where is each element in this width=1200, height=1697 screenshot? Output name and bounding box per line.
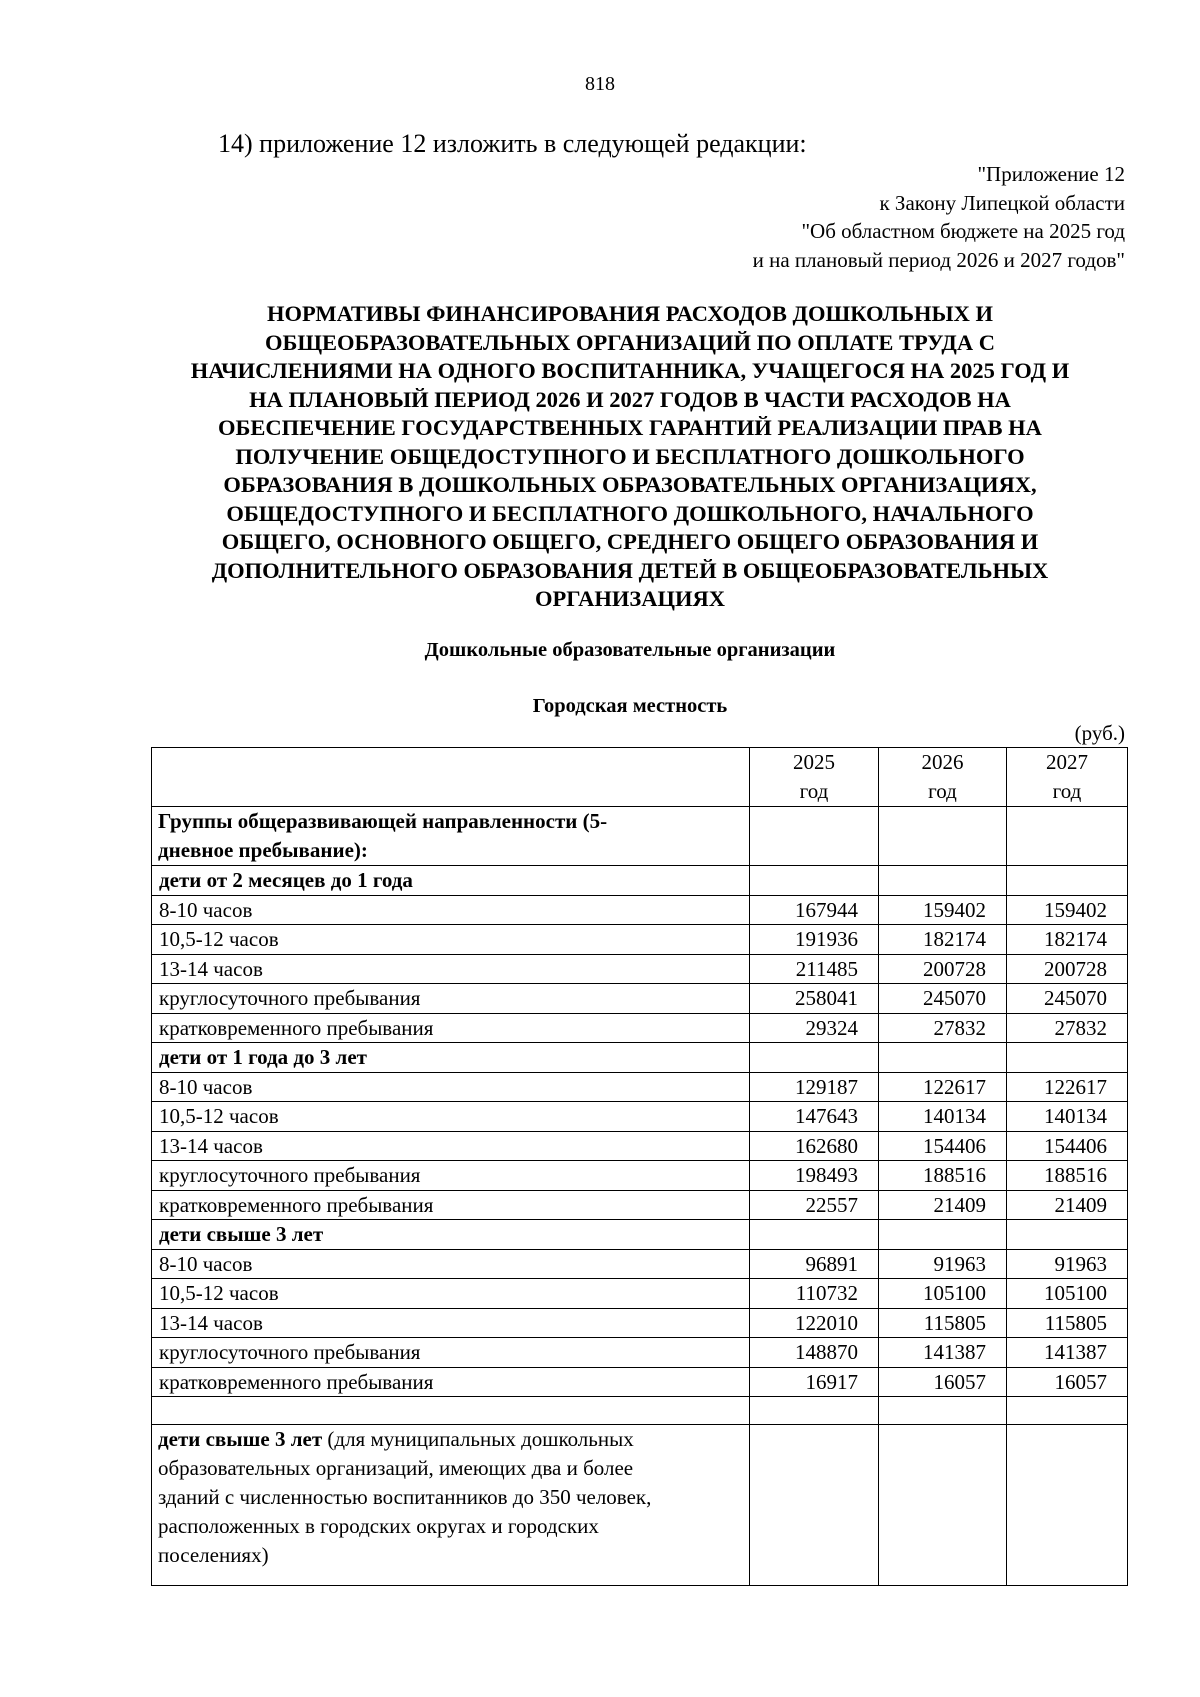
table-row [152,1102,1128,1132]
value-2026: 141387 [879,1338,1007,1368]
table-row [152,1367,1128,1397]
value-2026: 122617 [879,1072,1007,1102]
value-2025: 22557 [750,1190,879,1220]
document-title-line: ОБЩЕГО, ОСНОВНОГО ОБЩЕГО, СРЕДНЕГО ОБЩЕГО ОБРАЗОВАНИЯ И [221,529,1039,554]
empty-row [152,1397,1128,1425]
value-2026: 105100 [879,1279,1007,1309]
value-2025: 147643 [750,1102,879,1132]
empty-cell [750,807,879,866]
empty-cell [152,1397,750,1425]
row-label: 13-14 часов [152,1131,750,1161]
value-2027: 115805 [1007,1308,1128,1338]
row-label: 10,5-12 часов [152,1279,750,1309]
table-row [152,895,1128,925]
value-2025: 129187 [750,1072,879,1102]
value-2027: 188516 [1007,1161,1128,1191]
appendix-reference-line: "Приложение 12 [977,162,1125,186]
value-2026: 200728 [879,954,1007,984]
value-2026: 188516 [879,1161,1007,1191]
table-row [152,1013,1128,1043]
empty-cell [1007,807,1128,866]
value-2026: 140134 [879,1102,1007,1132]
note-text-line: зданий с численностью воспитанников до 350 человек, [158,1485,652,1509]
appendix-reference-line: и на плановый период 2026 и 2027 годов" [752,247,1125,272]
empty-cell [750,1425,879,1586]
empty-cell [879,1425,1007,1586]
empty-cell [1007,1425,1128,1586]
value-2026: 245070 [879,984,1007,1014]
value-2025: 191936 [750,925,879,955]
row-label: 10,5-12 часов [152,925,750,955]
value-2027: 16057 [1007,1367,1128,1397]
note-row [152,1425,1128,1586]
empty-cell [879,807,1007,866]
page-number: 818 [585,73,615,95]
age-group-row [152,1043,1128,1073]
row-label: 8-10 часов [152,1072,750,1102]
document-title-line: ОБРАЗОВАНИЯ В ДОШКОЛЬНЫХ ОБРАЗОВАТЕЛЬНЫХ ОРГАНИЗАЦИЯХ, [223,472,1037,497]
document-title-line: ОБЕСПЕЧЕНИЕ ГОСУДАРСТВЕННЫХ ГАРАНТИЙ РЕАЛИЗАЦИИ ПРАВ НА [218,415,1042,440]
value-2026: 182174 [879,925,1007,955]
group-title-cell [152,807,750,866]
value-2027: 122617 [1007,1072,1128,1102]
header-year-value: 2027 [1046,750,1088,774]
value-2027: 159402 [1007,895,1128,925]
age-group-title: дети свыше 3 лет [152,1220,750,1250]
value-2025: 110732 [750,1279,879,1309]
norms-table-body [152,748,1128,1586]
document-title-line: ОРГАНИЗАЦИЯХ [535,586,725,611]
header-year-2026 [879,748,1007,807]
empty-cell [1007,1220,1128,1250]
row-label: 8-10 часов [152,895,750,925]
empty-cell [879,1043,1007,1073]
value-2027: 245070 [1007,984,1128,1014]
section-title: Дошкольные образовательные организации [424,639,836,661]
value-2025: 96891 [750,1249,879,1279]
value-2025: 258041 [750,984,879,1014]
header-year-unit: год [1052,779,1082,803]
value-2027: 105100 [1007,1279,1128,1309]
row-label: 10,5-12 часов [152,1102,750,1132]
table-row [152,1131,1128,1161]
empty-cell [750,1043,879,1073]
document-title-line: ОБЩЕОБРАЗОВАТЕЛЬНЫХ ОРГАНИЗАЦИЙ ПО ОПЛАТЕ ТРУДА С [264,329,996,355]
empty-cell [750,866,879,896]
header-year-value: 2025 [793,750,835,774]
value-2025: 29324 [750,1013,879,1043]
value-2025: 122010 [750,1308,879,1338]
value-2027: 154406 [1007,1131,1128,1161]
value-2026: 159402 [879,895,1007,925]
group-title-row [152,807,1128,866]
norms-table [151,747,1128,1586]
value-2027: 140134 [1007,1102,1128,1132]
table-row [152,925,1128,955]
value-2025: 167944 [750,895,879,925]
age-group-row [152,866,1128,896]
group-title-line: Группы общеразвивающей направленности (5- [158,809,608,833]
header-year-unit: год [799,779,829,803]
value-2027: 91963 [1007,1249,1128,1279]
age-group-title: дети от 1 года до 3 лет [152,1043,750,1073]
note-text-line: поселениях) [158,1543,269,1567]
empty-cell [879,1397,1007,1425]
document-title-line: ПОЛУЧЕНИЕ ОБЩЕДОСТУПНОГО И БЕСПЛАТНОГО ДОШКОЛЬНОГО [235,443,1025,469]
table-row [152,1072,1128,1102]
row-label: 8-10 часов [152,1249,750,1279]
table-row [152,1279,1128,1309]
units-label: (руб.) [1074,721,1125,745]
value-2027: 182174 [1007,925,1128,955]
value-2027: 200728 [1007,954,1128,984]
header-year-2025 [750,748,879,807]
document-title [140,300,1120,614]
note-bold-text: дети свыше 3 лет [158,1427,323,1451]
value-2027: 27832 [1007,1013,1128,1043]
amendment-intro: 14) приложение 12 изложить в следующей редакции: [218,129,807,158]
value-2027: 21409 [1007,1190,1128,1220]
value-2026: 16057 [879,1367,1007,1397]
note-text-line: (для муниципальных дошкольных [322,1427,634,1451]
appendix-reference-line: к Закону Липецкой области [879,190,1125,215]
row-label: кратковременного пребывания [152,1013,750,1043]
document-title-line: ОБЩЕДОСТУПНОГО И БЕСПЛАТНОГО ДОШКОЛЬНОГО, НАЧАЛЬНОГО [226,500,1034,526]
age-group-title: дети от 2 месяцев до 1 года [152,866,750,896]
value-2026: 27832 [879,1013,1007,1043]
value-2025: 16917 [750,1367,879,1397]
value-2026: 115805 [879,1308,1007,1338]
row-label: кратковременного пребывания [152,1367,750,1397]
table-row [152,1338,1128,1368]
table-header-row [152,748,1128,807]
table-row [152,954,1128,984]
empty-cell [879,1220,1007,1250]
value-2026: 154406 [879,1131,1007,1161]
table-row [152,984,1128,1014]
header-year-2027 [1007,748,1128,807]
value-2025: 162680 [750,1131,879,1161]
row-label: кратковременного пребывания [152,1190,750,1220]
value-2025: 148870 [750,1338,879,1368]
table-row [152,1308,1128,1338]
table-row [152,1249,1128,1279]
age-group-row [152,1220,1128,1250]
note-text-line: расположенных в городских округах и городских [158,1514,599,1538]
value-2025: 211485 [750,954,879,984]
value-2026: 91963 [879,1249,1007,1279]
document-title-line: НА ПЛАНОВЫЙ ПЕРИОД 2026 И 2027 ГОДОВ В ЧАСТИ РАСХОДОВ НА [249,386,1011,412]
header-year-value: 2026 [921,750,964,774]
appendix-reference-line: "Об областном бюджете на 2025 год [801,219,1125,243]
empty-cell [1007,1043,1128,1073]
empty-cell [750,1397,879,1425]
row-label: 13-14 часов [152,954,750,984]
group-title-line: дневное пребывание): [158,838,368,862]
table-row [152,1161,1128,1191]
value-2025: 198493 [750,1161,879,1191]
row-label: круглосуточного пребывания [152,1338,750,1368]
document-title-line: ДОПОЛНИТЕЛЬНОГО ОБРАЗОВАНИЯ ДЕТЕЙ В ОБЩЕОБРАЗОВАТЕЛЬНЫХ [211,557,1049,583]
subsection-title: Городская местность [532,695,728,717]
note-text-line: образовательных организаций, имеющих два и более [158,1456,634,1480]
note-cell [152,1425,750,1586]
header-label-cell [152,748,750,807]
empty-cell [879,866,1007,896]
value-2026: 21409 [879,1190,1007,1220]
value-2027: 141387 [1007,1338,1128,1368]
row-label: круглосуточного пребывания [152,1161,750,1191]
document-title-line: НАЧИСЛЕНИЯМИ НА ОДНОГО ВОСПИТАННИКА, УЧАЩЕГОСЯ НА 2025 ГОД И [190,358,1070,383]
empty-cell [1007,1397,1128,1425]
row-label: 13-14 часов [152,1308,750,1338]
empty-cell [750,1220,879,1250]
empty-cell [1007,866,1128,896]
appendix-reference [525,160,1125,274]
document-title-line: НОРМАТИВЫ ФИНАНСИРОВАНИЯ РАСХОДОВ ДОШКОЛЬНЫХ И [267,301,993,326]
row-label: круглосуточного пребывания [152,984,750,1014]
header-year-unit: год [928,779,957,803]
table-row [152,1190,1128,1220]
